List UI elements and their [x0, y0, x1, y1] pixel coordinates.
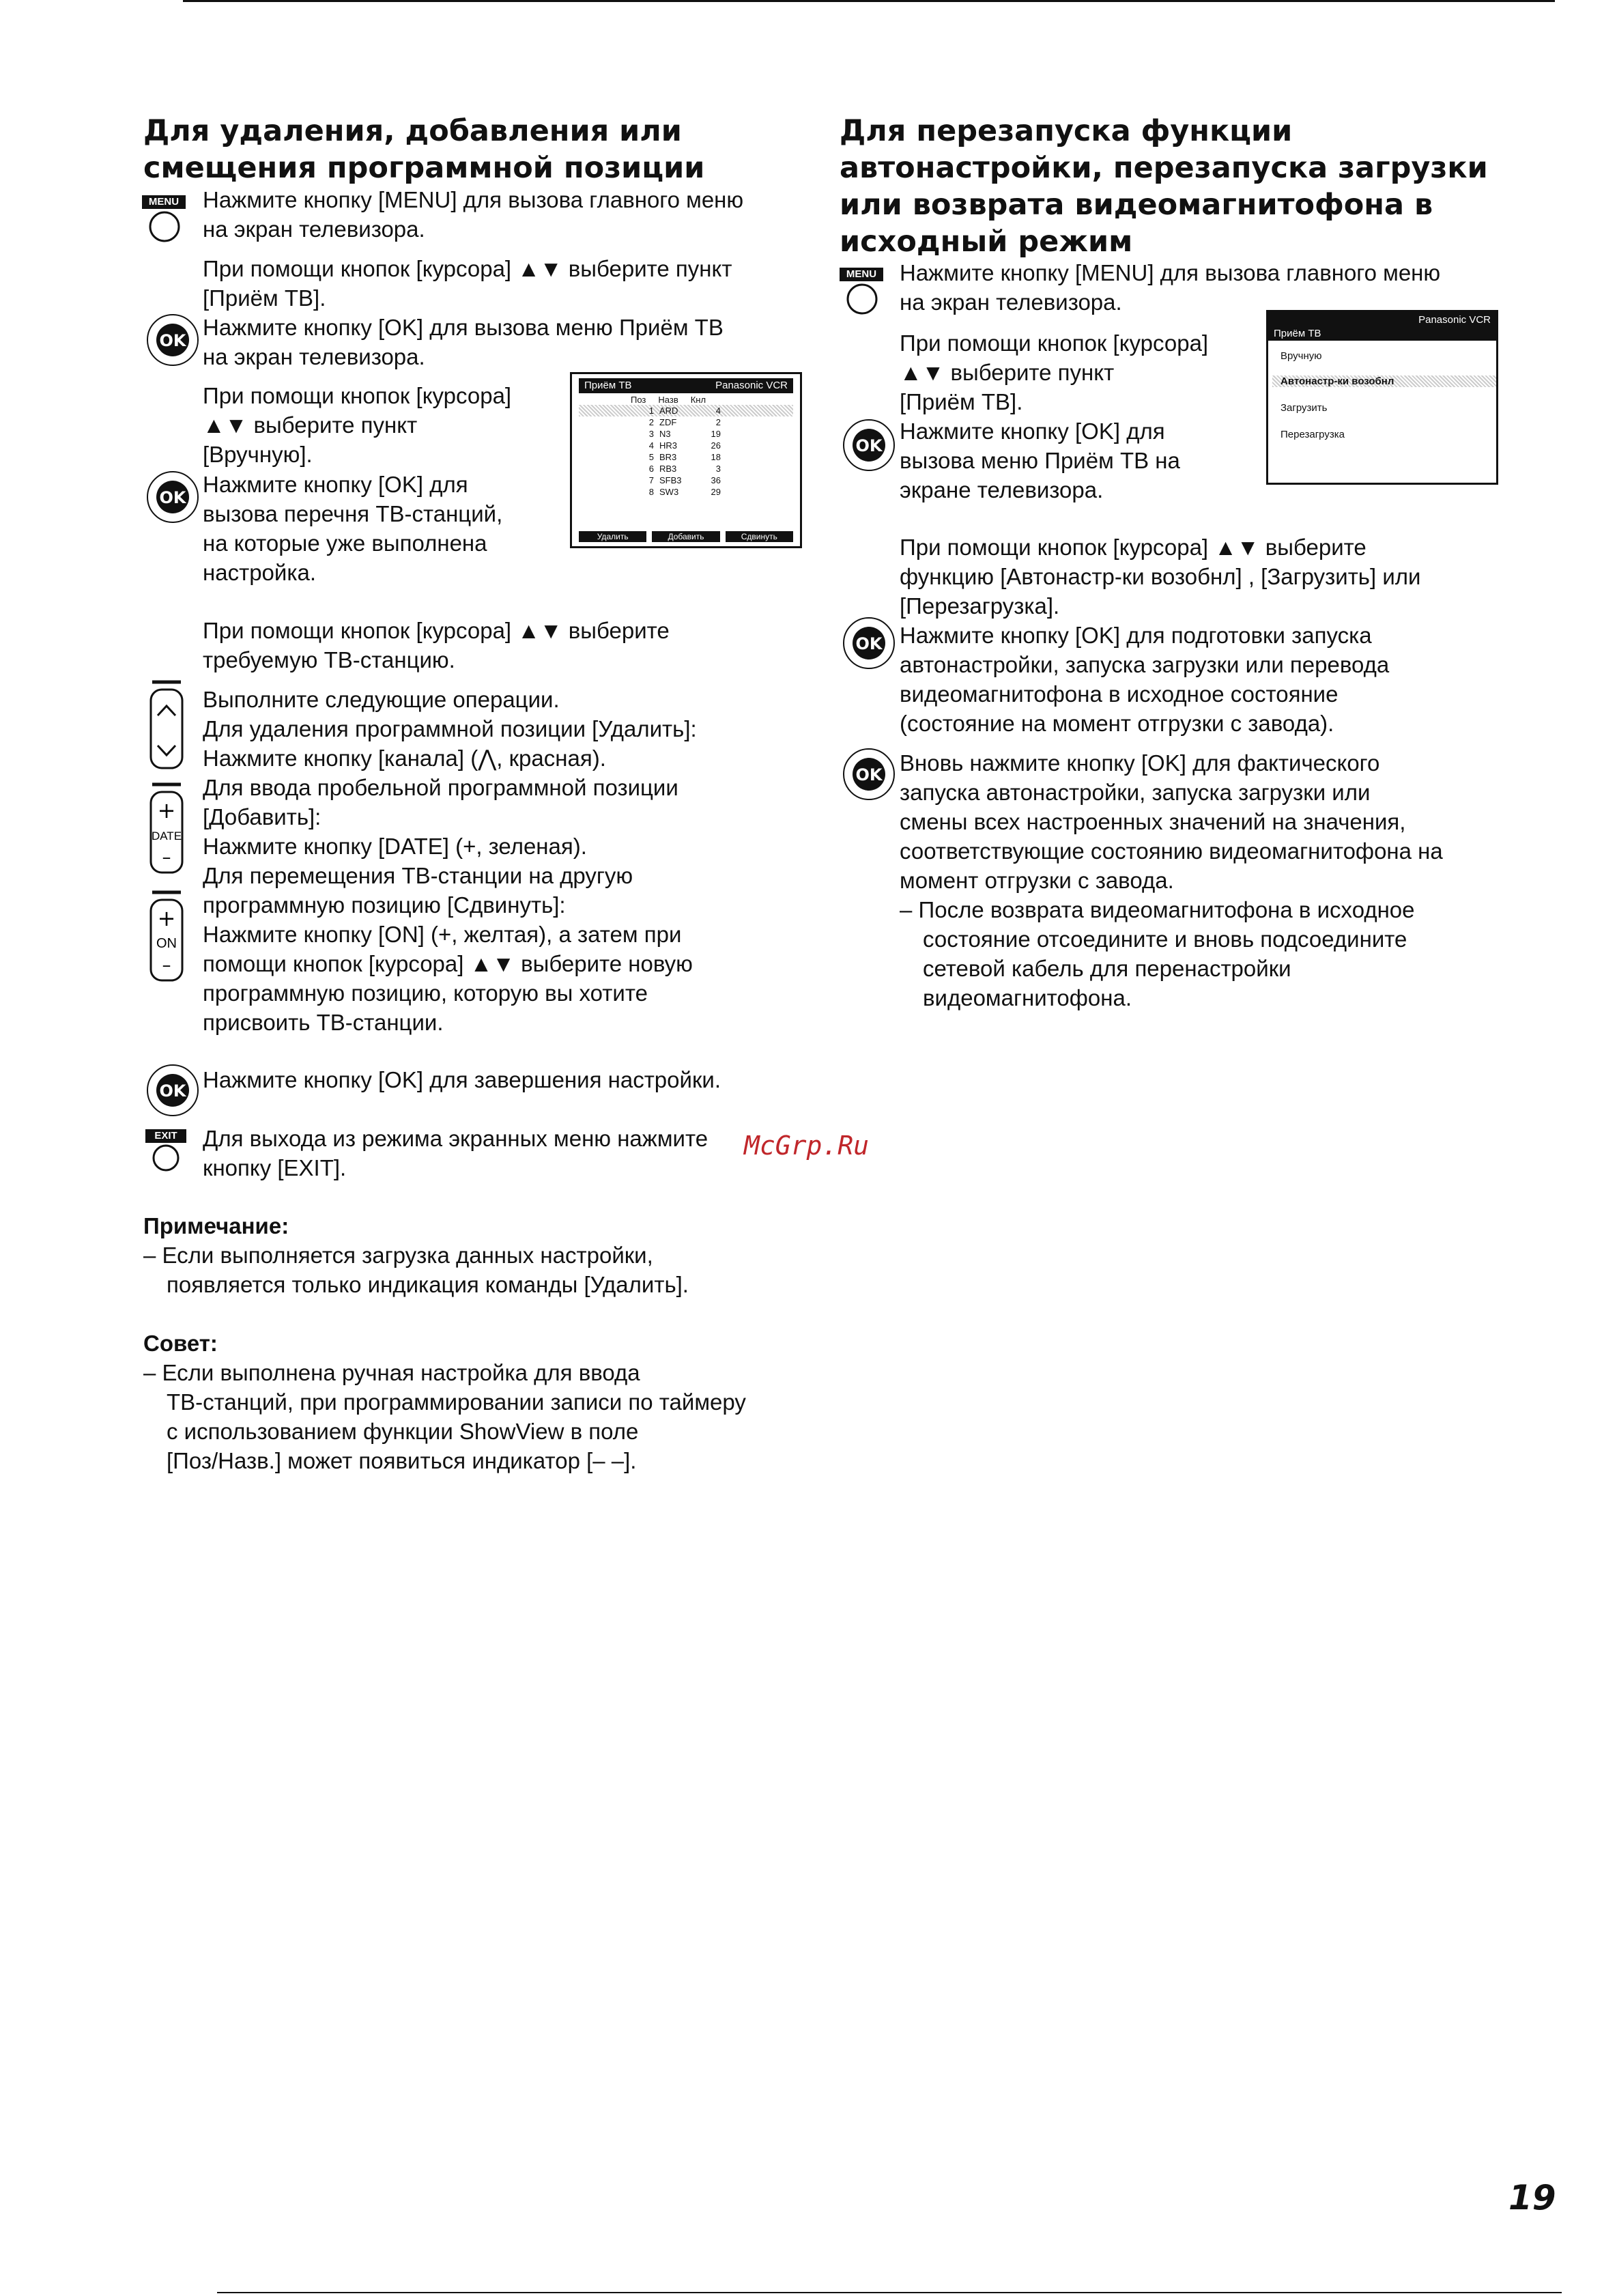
right-step2b-line-2: функцию [Автонастр-ки возобнл] , [Загрузить] или — [900, 564, 1421, 589]
ok-text: OK — [159, 488, 186, 507]
screen2-item-manual[interactable]: Вручную — [1280, 350, 1322, 362]
right-heading-line-3: или возврата видеомагнитофона в — [840, 188, 1433, 222]
left-step3-line-2: вызова перечня ТВ-станций, — [203, 501, 503, 526]
screen1-cell-name: RB3 — [659, 464, 677, 474]
left-step2-line-2: на экран телевизора. — [203, 344, 425, 369]
right-step1b — [900, 328, 1208, 416]
ops-line-6: Нажмите кнопку [DATE] (+, зеленая). — [203, 834, 587, 859]
ops-line-12: присвоить ТВ-станции. — [203, 1010, 444, 1035]
left-heading — [143, 113, 704, 186]
screen1-buttons — [579, 531, 793, 542]
left-heading-line-2: смещения программной позиции — [143, 151, 705, 185]
dash-note-line-4: видеомагнитофона. — [923, 985, 1132, 1010]
screen2-title: Приём ТВ — [1274, 328, 1321, 339]
ops-line-2: Для удаления программной позиции [Удалить]: — [203, 716, 697, 741]
channel-button-icon — [145, 680, 188, 773]
left-step3b-line-1: При помощи кнопок [курсора] ▲▼ выберите — [203, 618, 670, 643]
plus-text: + — [157, 797, 176, 823]
left-step2b-line-2: ▲▼ выберите пункт — [203, 412, 418, 438]
screen1-station-row[interactable] — [631, 486, 800, 498]
right-step2-line-3: экране телевизора. — [900, 477, 1104, 502]
right-step2-line-1: Нажмите кнопку [OK] для — [900, 419, 1165, 444]
screen1-col-pos: Поз — [631, 395, 646, 405]
menu-label-box: MENU — [840, 268, 883, 281]
tip-block — [143, 1329, 746, 1475]
plus-text: + — [157, 905, 176, 931]
ok-text: OK — [159, 1081, 186, 1101]
right-step3-line-4: (состояние на момент отгрузки с завода). — [900, 711, 1334, 736]
screen1-cell-ch: 2 — [715, 417, 721, 427]
ok-text: OK — [855, 634, 883, 653]
right-heading-line-2: автонастройки, перезапуска загрузки — [840, 151, 1488, 185]
screen1-cell-ch: 36 — [711, 475, 721, 485]
exit-label-box: EXIT — [145, 1129, 186, 1143]
screen1-station-row[interactable] — [631, 474, 800, 486]
round-button-icon — [142, 209, 187, 243]
screen2-item-reset[interactable]: Перезагрузка — [1280, 429, 1345, 440]
page-number: 19 — [1508, 2178, 1556, 2217]
screen2-brand: Panasonic VCR — [1418, 314, 1491, 326]
exit-line-2: кнопку [EXIT]. — [203, 1155, 347, 1180]
tip-line-2: ТВ-станций, при программировании записи по таймеру — [167, 1389, 746, 1415]
screen1-cell-name: SW3 — [659, 487, 679, 497]
right-step2-line-2: вызова меню Приём ТВ на — [900, 448, 1180, 473]
screen1-cell-name: ZDF — [659, 417, 677, 427]
right-dash-note — [900, 895, 1415, 1012]
screen1-cell-ch: 4 — [715, 406, 721, 416]
screen1-rows — [572, 405, 800, 498]
screen1-cell-ch: 18 — [711, 452, 721, 462]
left-step2-line-1: Нажмите кнопку [OK] для вызова меню Приём ТВ — [203, 315, 724, 340]
right-step3-line-2: автонастройки, запуска загрузки или перевода — [900, 652, 1390, 677]
right-step4-line-4: соответствующие состоянию видеомагнитофона на — [900, 838, 1443, 864]
screen1-cell-ch: 19 — [711, 429, 721, 439]
watermark: McGrp.Ru — [744, 1131, 870, 1161]
dash-note-line-1: – После возврата видеомагнитофона в исходное — [900, 897, 1415, 922]
screen1-add-button[interactable]: Добавить — [652, 531, 719, 542]
on-button-icon — [145, 890, 188, 986]
ops-line-10: помощи кнопок [курсора] ▲▼ выберите новую — [203, 951, 693, 976]
right-step2b — [900, 533, 1420, 621]
screen1-col-ch: Кнл — [690, 395, 706, 405]
left-step2b — [203, 381, 511, 469]
tv-reception-menu-screen — [1266, 310, 1498, 485]
screen1-station-row[interactable] — [631, 428, 800, 440]
top-rule — [183, 0, 1555, 2]
right-step1b-line-3: [Приём ТВ]. — [900, 389, 1023, 414]
screen1-cell-ch: 26 — [711, 440, 721, 451]
left-step1b — [203, 254, 732, 313]
screen1-cell-name: N3 — [659, 429, 671, 439]
ops-line-4: Для ввода пробельной программной позиции — [203, 775, 678, 800]
ok-button-icon — [145, 470, 200, 524]
tip-title: Совет: — [143, 1331, 218, 1356]
ok-text: OK — [855, 436, 883, 455]
finish-line: Нажмите кнопку [OK] для завершения настройки. — [203, 1067, 721, 1092]
menu-button-icon — [142, 195, 187, 243]
left-step2b-line-3: [Вручную]. — [203, 442, 313, 467]
left-step3 — [203, 470, 502, 587]
screen1-brand: Panasonic VCR — [715, 380, 788, 391]
screen1-delete-button[interactable]: Удалить — [579, 531, 646, 542]
screen1-cell-pos: 3 — [648, 429, 654, 439]
right-step3 — [900, 621, 1389, 738]
minus-text: – — [162, 955, 171, 976]
ops-line-3: Нажмите кнопку [канала] (⋀, красная). — [203, 746, 606, 771]
tip-line-4: [Поз/Назв.] может появиться индикатор [– –]. — [167, 1448, 637, 1473]
dash-note-line-2: состояние отсоедините и вновь подсоедините — [923, 926, 1407, 952]
left-step3b-line-2: требуемую ТВ-станцию. — [203, 647, 455, 672]
note-block — [143, 1211, 689, 1299]
ok-button-icon — [842, 747, 896, 802]
screen2-item-autotune[interactable]: Автонастр-ки возобнл — [1272, 375, 1496, 387]
screen1-station-row[interactable] — [631, 440, 800, 451]
ops-line-5: [Добавить]: — [203, 804, 321, 830]
tip-line-1: – Если выполнена ручная настройка для ввода — [143, 1360, 640, 1385]
right-step2 — [900, 416, 1180, 505]
ok-text: OK — [159, 331, 186, 350]
right-step1-line-2: на экран телевизора. — [900, 289, 1122, 315]
right-step2b-line-3: [Перезагрузка]. — [900, 593, 1060, 619]
exit-button-icon — [145, 1129, 186, 1174]
ops-line-7: Для перемещения ТВ-станции на другую — [203, 863, 633, 888]
left-step3-line-3: на которые уже выполнена — [203, 530, 487, 556]
screen1-cell-ch: 3 — [715, 464, 721, 474]
left-step1b-line-2: [Приём ТВ]. — [203, 285, 326, 311]
ops-line-9: Нажмите кнопку [ON] (+, желтая), а затем при — [203, 922, 682, 947]
note-line-2: появляется только индикация команды [Удалить]. — [167, 1272, 689, 1297]
bottom-rule — [217, 2292, 1562, 2293]
menu-label-box: MENU — [142, 195, 186, 209]
screen1-title-bar — [579, 378, 793, 393]
left-step2 — [203, 313, 724, 371]
exit-line-1: Для выхода из режима экранных меню нажмите — [203, 1126, 709, 1151]
note-line-1: – Если выполняется загрузка данных настройки, — [143, 1243, 653, 1268]
screen1-move-button[interactable]: Сдвинуть — [726, 531, 793, 542]
screen1-cell-pos: 1 — [648, 406, 654, 416]
right-heading — [840, 113, 1488, 260]
date-button-icon — [145, 782, 188, 878]
menu-button-icon — [840, 268, 885, 315]
round-button-icon — [145, 1143, 186, 1174]
screen1-col-name: Назв — [658, 395, 678, 405]
ok-button-icon — [842, 418, 896, 472]
right-step1b-line-2: ▲▼ выберите пункт — [900, 360, 1115, 385]
right-step4-line-3: смены всех настроенных значений на значения, — [900, 809, 1406, 834]
ok-button-icon — [842, 616, 896, 670]
right-step1 — [900, 258, 1440, 317]
screen1-cell-pos: 4 — [648, 440, 654, 451]
right-step4-line-2: запуска автонастройки, запуска загрузки или — [900, 780, 1371, 805]
screen1-station-row[interactable] — [579, 405, 793, 416]
screen1-cell-name: BR3 — [659, 452, 677, 462]
ops-line-1: Выполните следующие операции. — [203, 687, 560, 712]
left-operations — [203, 685, 697, 1037]
right-heading-line-1: Для перезапуска функции — [840, 114, 1293, 148]
screen1-cell-pos: 7 — [648, 475, 654, 485]
screen1-header-row — [631, 395, 800, 405]
left-step-exit — [203, 1124, 708, 1182]
left-step-finish — [203, 1065, 721, 1094]
left-step1b-line-1: При помощи кнопок [курсора] ▲▼ выберите пункт — [203, 256, 732, 281]
ok-button-icon — [145, 313, 200, 367]
tv-station-list-screen — [570, 372, 802, 548]
screen1-cell-name: SFB3 — [659, 475, 682, 485]
left-step1-line-1: Нажмите кнопку [MENU] для вызова главного меню — [203, 187, 744, 212]
right-step1b-line-1: При помощи кнопок [курсора] — [900, 330, 1209, 356]
on-text: ON — [156, 936, 177, 951]
right-step3-line-3: видеомагнитофона в исходное состояние — [900, 681, 1339, 707]
screen1-cell-pos: 8 — [648, 487, 654, 497]
screen2-item-load[interactable]: Загрузить — [1280, 402, 1328, 414]
left-step1-line-2: на экран телевизора. — [203, 216, 425, 242]
round-button-icon — [840, 281, 885, 315]
ops-line-8: программную позицию [Сдвинуть]: — [203, 892, 566, 918]
screen1-cell-pos: 5 — [648, 452, 654, 462]
screen1-title: Приём ТВ — [584, 380, 632, 391]
dash-note-line-3: сетевой кабель для перенастройки — [923, 956, 1291, 981]
note-title: Примечание: — [143, 1213, 289, 1238]
ok-text: OK — [855, 765, 883, 784]
left-step3-line-4: настройка. — [203, 560, 317, 585]
left-heading-line-1: Для удаления, добавления или — [143, 114, 682, 148]
date-text: DATE — [151, 830, 182, 842]
screen2-title-bar — [1268, 312, 1496, 341]
screen1-cell-pos: 6 — [648, 464, 654, 474]
screen1-cell-pos: 2 — [648, 417, 654, 427]
screen1-station-row[interactable] — [631, 416, 800, 428]
right-step4 — [900, 748, 1443, 895]
screen1-station-row[interactable] — [631, 451, 800, 463]
screen1-cell-name: HR3 — [659, 440, 678, 451]
minus-text: – — [162, 847, 171, 868]
left-step3b — [203, 616, 670, 675]
left-step2b-line-1: При помощи кнопок [курсора] — [203, 383, 512, 408]
left-step1 — [203, 185, 743, 244]
right-step2b-line-1: При помощи кнопок [курсора] ▲▼ выберите — [900, 535, 1366, 560]
right-heading-line-4: исходный режим — [840, 225, 1133, 259]
screen1-cell-name: ARD — [659, 406, 678, 416]
left-step3-line-1: Нажмите кнопку [OK] для — [203, 472, 468, 497]
right-step4-line-5: момент отгрузки с завода. — [900, 868, 1174, 893]
screen1-station-row[interactable] — [631, 463, 800, 474]
right-step3-line-1: Нажмите кнопку [OK] для подготовки запуска — [900, 623, 1372, 648]
screen1-cell-ch: 29 — [711, 487, 721, 497]
ok-button-icon — [145, 1063, 200, 1118]
tip-line-3: с использованием функции ShowView в поле — [167, 1419, 639, 1444]
ops-line-11: программную позицию, которую вы хотите — [203, 980, 648, 1006]
right-step4-line-1: Вновь нажмите кнопку [OK] для фактического — [900, 750, 1380, 776]
right-step1-line-1: Нажмите кнопку [MENU] для вызова главного меню — [900, 260, 1441, 285]
